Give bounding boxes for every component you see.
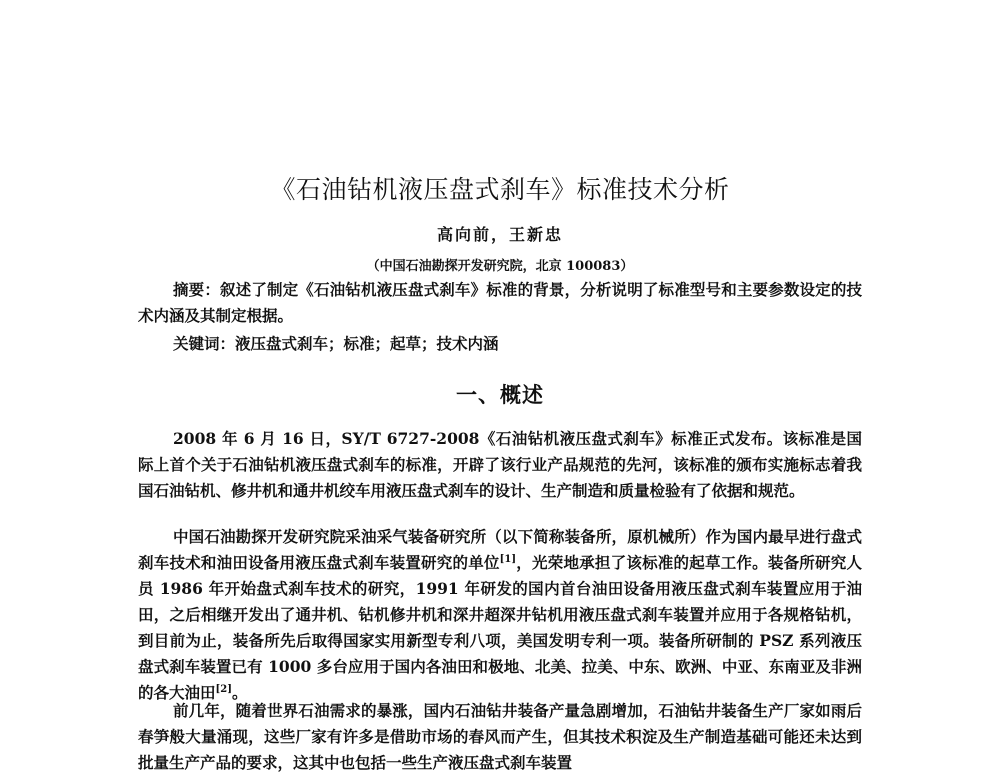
affiliation: （中国石油勘探开发研究院，北京 100083） (366, 259, 634, 274)
citation-ref-2: [2] (215, 683, 232, 695)
abstract (138, 277, 862, 329)
abstract-label: 摘要： (173, 280, 220, 299)
paragraph-2-text-b: ，光荣地承担了该标准的起草工作。装备所研究人员 1986 年开始盘式刹车技术的研究，1991 年研发的国内首台油田设备用液压盘式刹车装置应用于油田，之后相继开发出了通井机、钻机修井机和深井超深井钻机用液压盘式刹车装置并应用于各规格钻机，到目前为止，装备所先后取得国家实用新型专利八项，美国发明专利一项。装备所研制的 PSZ 系列液压盘式刹车装置已有 1000 多台应用于国内各油田和极地、北美、拉美、中东、欧洲、中亚、东南亚及非洲的各大油田 (138, 553, 862, 702)
paragraph-2-text-a: 中国石油勘探开发研究院采油采气装备研究所（以下简称装备所，原机械所）作为国内最早进行盘式刹车技术和油田设备用液压盘式刹车装置研究的单位 (138, 527, 862, 572)
keywords-text: 液压盘式刹车；标准；起草；技术内涵 (235, 334, 499, 353)
authors: 高向前，王新忠 (436, 225, 563, 244)
abstract-text: 叙述了制定《石油钻机液压盘式刹车》标准的背景，分析说明了标准型号和主要参数设定的技术内涵及其制定根据。 (138, 280, 862, 325)
citation-ref-1: [1] (499, 553, 517, 565)
keywords-label: 关键词： (173, 334, 236, 353)
body-paragraph-3: 前几年，随着世界石油需求的暴涨，国内石油钻井装备产量急剧增加，石油钻井装备生产厂家如雨后春笋般大量涌现，这些厂家有许多是借助市场的春风而产生，但其技术积淀及生产制造基础可能还未达到批量生产产品的要求，这其中也包括一些生产液压盘式刹车装置 (138, 701, 862, 772)
paragraph-2-text-c: 。 (231, 683, 248, 702)
body-paragraph-1: 2008 年 6 月 16 日，SY/T 6727-2008《石油钻机液压盘式刹车》标准正式发布。该标准是国际上首个关于石油钻机液压盘式刹车的标准，开辟了该行业产品规范的先河，该标准的颁布实施标志着我国石油钻机、修井机和通井机绞车用液压盘式刹车的设计、生产制造和质量检验有了依据和规范。 (138, 429, 862, 500)
paper-title: 《石油钻机液压盘式刹车》标准技术分析 (270, 175, 730, 204)
body-paragraph-2 (138, 524, 862, 706)
section-heading: 一、概述 (456, 383, 544, 407)
keywords (138, 331, 862, 357)
